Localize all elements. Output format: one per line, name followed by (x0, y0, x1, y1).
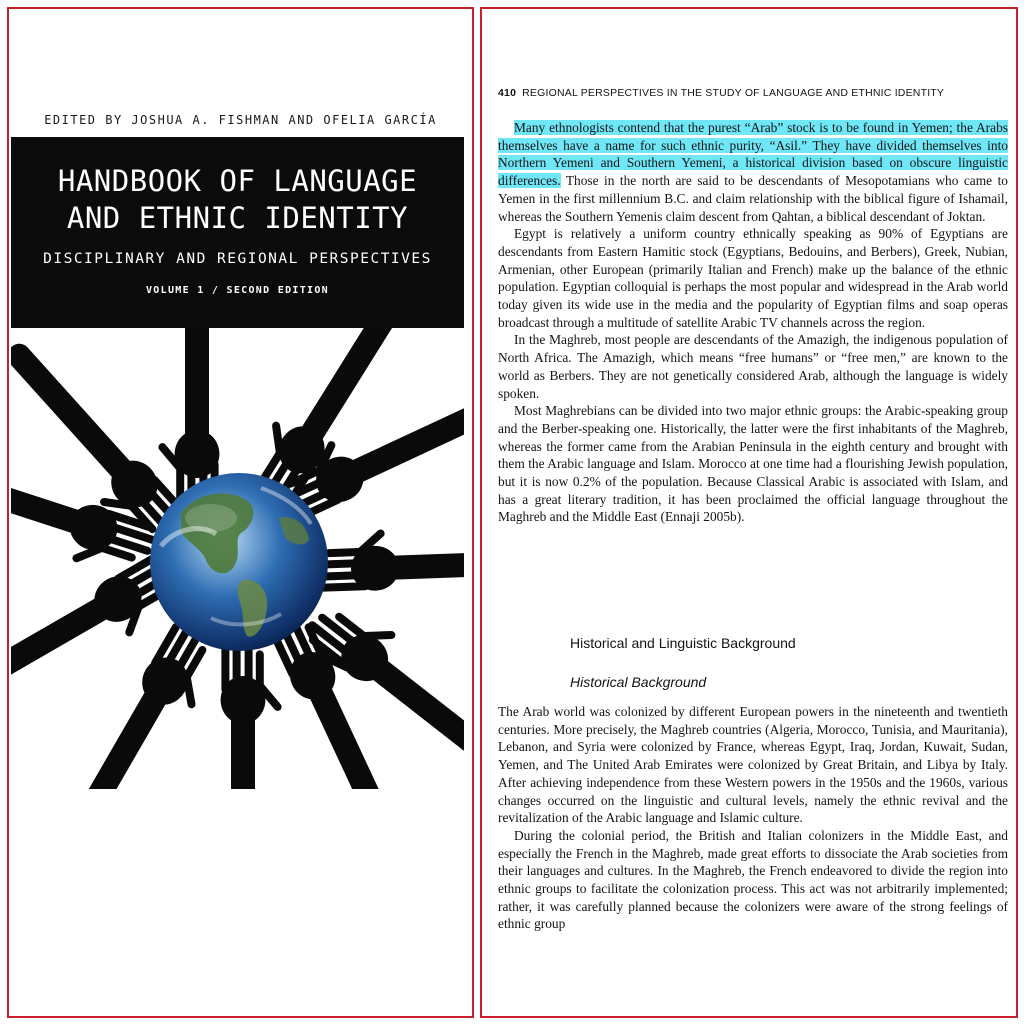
running-head-title: REGIONAL PERSPECTIVES IN THE STUDY OF LANGUAGE AND ETHNIC IDENTITY (522, 87, 945, 99)
highlighted-text: Many ethnologists contend that the purest “Arab” stock is to be found in Yemen; the Arabs themselves have a name for such ethnic purity, “Asil.” They have divided themselves into Northern Yemeni and Southern Yemeni, a historical division based on obscure linguistic differences. (498, 120, 1008, 189)
book-cover-panel (7, 7, 474, 1018)
body-text-top (498, 119, 1008, 526)
paragraph-maghreb: In the Maghreb, most people are descendants of the Amazigh, the indigenous population of North Africa. The Amazigh, which means “free humans” or “free men,” are known to the world as Berbers. They are not genetically considered Arab, although the language is widely spoken. (498, 332, 1008, 401)
paragraph-egypt: Egypt is relatively a uniform country ethnically speaking as 90% of Egyptians are descendants from Eastern Hamitic stock (Egyptians, Bedouins, and Berbers), Greek, Nubian, Armenian, other European (primarily Italian and French) make up the balance of the ethnic population. Egyptian colloquial is perhaps the most popular and widespread in the Arab world today given its wide use in the media and the popularity of Egyptian films and soap operas broadcast through a multitude of satellite Arabic TV channels across the region. (498, 226, 1008, 330)
cover-volume: VOLUME 1 / SECOND EDITION (145, 285, 329, 296)
running-head (498, 85, 944, 103)
cover-subtitle: DISCIPLINARY AND REGIONAL PERSPECTIVES (43, 251, 432, 267)
page-number: 410 (498, 87, 517, 99)
book-page-panel (480, 7, 1018, 1018)
paragraph-maghrebians: Most Maghrebians can be divided into two major ethnic groups: the Arabic-speaking group and the Berber-speaking one. Historically, the latter were the first inhabitants of the Maghreb, whereas the former came from the Arabian Peninsula in the eighth century and brought with them the Arabic language and Islam. Morocco at one time had a flourishing Jewish population, but it is now 0.2% of the population. Because Classical Arabic is associated with Islam, and has a great literary tradition, it has been proclaimed the official language throughout the Maghreb and the Middle East (Ennaji 2005b). (498, 403, 1008, 525)
paragraph-colonial-period: During the colonial period, the British and Italian colonizers in the Middle East, and especially the French in the Maghreb, made great efforts to dissociate the Arab societies from their languages and cultures. In the Maghreb, the French endeavored to divide the region into ethnic groups to facilitate the colonization process. This act was not arbitrarily implemented; rather, it was carefully planned because the colonizers were aware of the strong feelings of ethnic group (498, 827, 1008, 932)
cover-editors: EDITED BY JOSHUA A. FISHMAN AND OFELIA GARCÍA (44, 113, 437, 127)
globe-image (150, 473, 328, 651)
cover-title: HANDBOOK OF LANGUAGE AND ETHNIC IDENTITY (57, 164, 418, 235)
subsection-heading: Historical Background (570, 674, 707, 690)
cover-title-band (11, 137, 464, 328)
paragraph-colonization: The Arab world was colonized by different European powers in the nineteenth and twentieth centuries. More precisely, the Maghreb countries (Algeria, Morocco, Tunisia, and Mauritania), Lebanon, and Syria were colonized by France, whereas Egypt, Iraq, Jordan, Kuwait, Sudan, Yemen, and The United Arab Emirates were colonized by Great Britain, and Libya by Italy. After achieving independence from these Western powers in the 1950s and the 1960s, various changes occurred on the linguistic and cultural levels, namely the ethnic revival and the revitalization of the Arabic language and Islamic culture. (498, 704, 1008, 826)
section-heading: Historical and Linguistic Background (570, 635, 796, 651)
body-text-bottom (498, 703, 1008, 933)
paragraph-yemen-rest: Those in the north are said to be descendants of Mesopotamians who came to Yemen in the first millennium B.C. and claim relationship with the biblical figure of Ishamail, whereas the Southern Yemenis claim descent from Qahtan, a biblical descendant of Joktan. (498, 173, 1008, 224)
cover-illustration (11, 328, 464, 789)
paragraph-yemen (498, 119, 1008, 225)
